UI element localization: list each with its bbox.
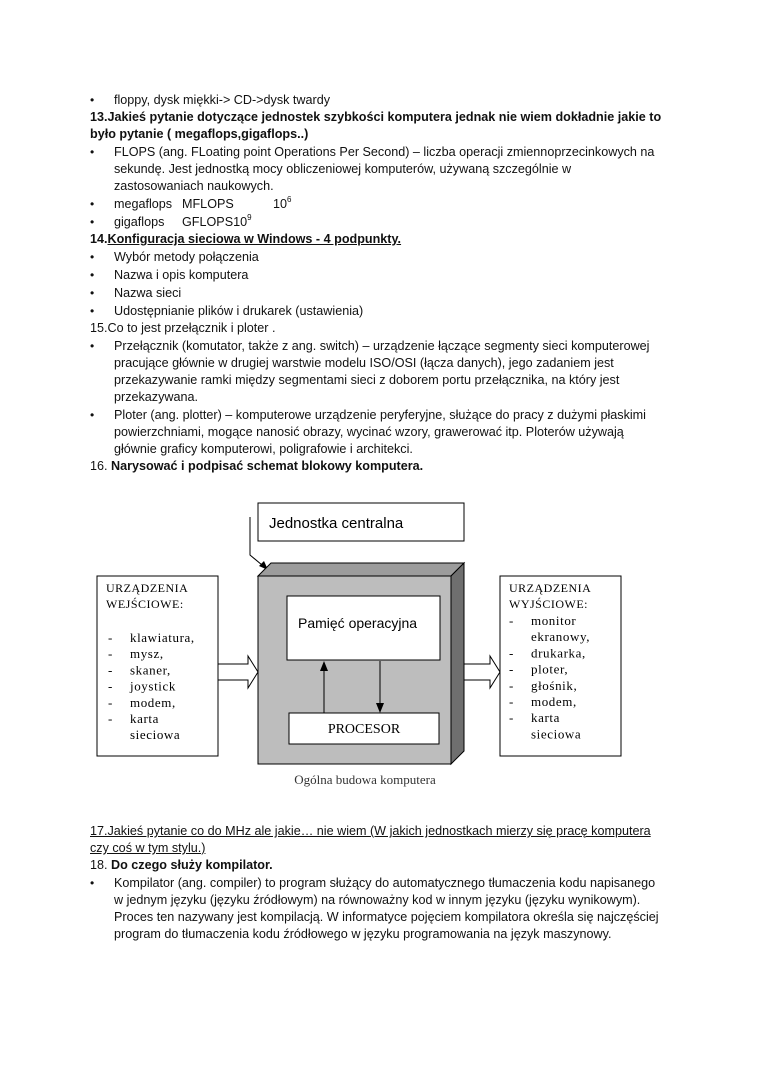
question-13: 13.Jakieś pytanie dotyczące jednostek szybkości komputera jednak nie wiem dokładnie jakie to — [90, 110, 662, 124]
list-dash: - — [108, 646, 113, 662]
device-item: monitor — [531, 613, 577, 628]
device-item: skaner, — [130, 662, 171, 678]
unit-symbol: MFLOPS — [182, 197, 234, 211]
question-15: 15.Co to jest przełącznik i ploter . — [90, 321, 276, 335]
output-title-2: WYJŚCIOWE: — [509, 597, 588, 611]
unit-value: $10^6$ — [273, 195, 292, 211]
device-item: głośnik, — [531, 677, 578, 693]
question-17: 17.Jakieś pytanie co do MHz ale jakie… nie wiem (W jakich jednostkach mierzy się pracę komputera — [90, 824, 651, 838]
bullet: • — [90, 215, 95, 229]
text-line: pracujące głównie w drugiej warstwie modelu ISO/OSI (łącza danych), jego zadaniem jest — [114, 356, 614, 370]
text-line: FLOPS (ang. FLoating point Operations Per Second) – liczba operacji zmiennoprzecinkowych na — [114, 145, 655, 159]
list-dash: - — [108, 662, 113, 678]
device-item: ekranowy, — [531, 629, 591, 645]
diagram-caption: Ogólna budowa komputera — [294, 772, 436, 787]
device-item: drukarka, — [531, 645, 586, 661]
device-item: karta — [130, 711, 159, 726]
text-line: program do tłumaczenia kodu źródłowego w języku programowania na język maszynowy. — [114, 927, 612, 941]
bullet: • — [90, 339, 95, 353]
central-unit-side — [451, 563, 464, 764]
bullet: • — [90, 250, 95, 264]
bullet: • — [90, 197, 95, 211]
device-item: modem, — [130, 694, 176, 710]
list-dash: - — [509, 661, 514, 677]
processor-label: PROCESOR — [327, 722, 401, 737]
cpu-label: Jednostka centralna — [269, 515, 404, 532]
list-item: Nazwa i opis komputera — [114, 268, 249, 282]
list-dash: - — [509, 645, 514, 661]
text-line: floppy, dysk miękki-> CD->dysk twardy — [114, 93, 331, 107]
text-line: Kompilator (ang. compiler) to program służący do automatycznego tłumaczenia kodu napisanego — [114, 876, 656, 890]
central-unit-top — [258, 563, 464, 576]
question-17-cont: czy coś w tym stylu.) — [90, 841, 206, 855]
input-arrow — [218, 656, 258, 688]
bullet: • — [90, 876, 95, 890]
output-title-1: URZĄDZENIA — [509, 581, 592, 595]
text-line: przekazywana. — [114, 390, 198, 404]
question-14: 14.Konfiguracja sieciowa w Windows - 4 podpunkty. — [90, 232, 402, 246]
device-item: karta — [531, 710, 560, 726]
text-line: Przełącznik (komutator, także z ang. switch) – urządzenie łączące segmenty sieci komputerowej — [114, 339, 650, 353]
list-dash: - — [108, 678, 113, 694]
list-dash: - — [108, 630, 113, 645]
text-line: sekundę. Jest jednostką mocy obliczeniowej komputerów, używaną szczególnie w — [114, 162, 572, 176]
device-item: sieciowa — [130, 727, 181, 743]
bullet: • — [90, 286, 95, 300]
list-dash: - — [108, 694, 113, 710]
text-line: Proces ten nazywany jest kompilacją. W informatyce pojęciem kompilatora określa się najczęściej — [114, 910, 659, 924]
unit-name: megaflops — [114, 197, 173, 211]
text-line: zastosowaniach naukowych. — [114, 179, 274, 193]
output-arrow — [464, 656, 500, 688]
text-line: w jednym języku (języku źródłowym) na równoważny kod w innym języku (języku wynikowym). — [114, 893, 641, 907]
unit-name: gigaflops — [114, 215, 165, 229]
list-item: Wybór metody połączenia — [114, 250, 259, 264]
list-dash: - — [509, 613, 514, 628]
device-item: sieciowa — [531, 726, 582, 742]
bullet: • — [90, 93, 95, 107]
text-line: głównie graficy komputerowi, poligrafowie i architekci. — [114, 442, 413, 456]
text-line: przekazywanie ramki między segmentami sieci z doborem portu przełącznika, na który jest — [114, 373, 620, 387]
memory-label: Pamięć operacyjna — [298, 615, 418, 631]
input-title-2: WEJŚCIOWE: — [106, 597, 184, 611]
text-line: Ploter (ang. plotter) – komputerowe urządzenie peryferyjne, służące do pracy z dużymi płaskimi — [114, 408, 646, 422]
bullet: • — [90, 145, 95, 159]
bullet: • — [90, 304, 95, 318]
question-16: 16. Narysować i podpisać schemat blokowy komputera. — [90, 459, 424, 473]
device-item: joystick — [130, 678, 176, 694]
list-item: Nazwa sieci — [114, 286, 182, 300]
device-item: ploter, — [531, 661, 569, 677]
list-dash: - — [509, 677, 514, 693]
device-item: mysz, — [130, 646, 164, 662]
unit-symbol: $GFLOPS10^9$ — [182, 213, 252, 229]
bullet: • — [90, 408, 95, 422]
device-item: modem, — [531, 694, 577, 709]
list-dash: - — [509, 710, 514, 726]
list-dash: - — [108, 711, 113, 726]
list-dash: - — [509, 694, 514, 709]
input-title-1: URZĄDZENIA — [106, 581, 189, 595]
question-18: 18. Do czego służy kompilator. — [90, 858, 273, 872]
list-item: Udostępnianie plików i drukarek (ustawienia) — [114, 304, 364, 318]
question-13-cont: było pytanie ( megaflops,gigaflops..) — [90, 127, 309, 141]
bullet: • — [90, 268, 95, 282]
text-line: powierzchniami, mogące nanosić obrazy, wycinać wzory, grawerować itp. Ploterów używają — [114, 425, 624, 439]
device-item: klawiatura, — [130, 630, 195, 645]
